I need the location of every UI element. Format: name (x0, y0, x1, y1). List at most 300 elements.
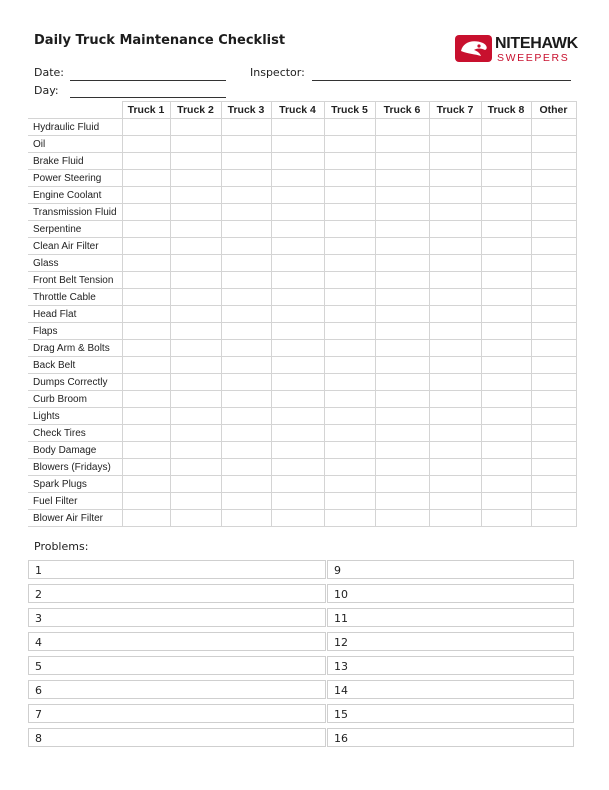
check-cell[interactable] (271, 119, 324, 136)
table-row (28, 306, 576, 323)
table-row (28, 374, 576, 391)
inspector-field[interactable] (312, 80, 571, 81)
check-cell[interactable] (429, 272, 481, 289)
checklist-item-label: Serpentine (28, 221, 122, 238)
check-cell[interactable] (170, 425, 221, 442)
problem-field[interactable]: 12 (327, 632, 574, 651)
check-cell[interactable] (375, 340, 429, 357)
check-cell[interactable] (375, 391, 429, 408)
problem-field[interactable]: 7 (28, 704, 326, 723)
check-cell[interactable] (221, 374, 271, 391)
check-cell[interactable] (375, 204, 429, 221)
check-cell[interactable] (429, 459, 481, 476)
check-cell[interactable] (122, 374, 170, 391)
table-row (28, 289, 576, 306)
check-cell[interactable] (375, 289, 429, 306)
problem-field[interactable]: 5 (28, 656, 326, 675)
column-header: Truck 6 (375, 102, 429, 119)
check-cell[interactable] (481, 357, 531, 374)
problem-field[interactable]: 15 (327, 704, 574, 723)
check-cell[interactable] (221, 476, 271, 493)
check-cell[interactable] (170, 340, 221, 357)
check-cell[interactable] (271, 374, 324, 391)
check-cell[interactable] (324, 510, 375, 527)
table-row (28, 459, 576, 476)
check-cell[interactable] (170, 357, 221, 374)
check-cell[interactable] (531, 238, 576, 255)
check-cell[interactable] (324, 119, 375, 136)
check-cell[interactable] (122, 442, 170, 459)
check-cell[interactable] (375, 255, 429, 272)
check-cell[interactable] (531, 442, 576, 459)
check-cell[interactable] (170, 272, 221, 289)
check-cell[interactable] (481, 238, 531, 255)
check-cell[interactable] (375, 374, 429, 391)
check-cell[interactable] (429, 204, 481, 221)
check-cell[interactable] (221, 136, 271, 153)
check-cell[interactable] (531, 374, 576, 391)
check-cell[interactable] (324, 357, 375, 374)
check-cell[interactable] (429, 442, 481, 459)
brand-logo (455, 35, 578, 64)
table-row (28, 510, 576, 527)
check-cell[interactable] (170, 136, 221, 153)
brand-name: NITEHAWK (495, 35, 578, 52)
inspector-label: Inspector: (250, 66, 305, 79)
check-cell[interactable] (375, 425, 429, 442)
check-cell[interactable] (375, 119, 429, 136)
check-cell[interactable] (271, 391, 324, 408)
check-cell[interactable] (221, 459, 271, 476)
check-cell[interactable] (170, 374, 221, 391)
check-cell[interactable] (429, 136, 481, 153)
check-cell[interactable] (324, 238, 375, 255)
check-cell[interactable] (481, 170, 531, 187)
check-cell[interactable] (481, 323, 531, 340)
date-field[interactable] (70, 80, 226, 81)
checklist-item-label: Oil (28, 136, 122, 153)
check-cell[interactable] (429, 357, 481, 374)
checklist-item-label: Body Damage (28, 442, 122, 459)
check-cell[interactable] (271, 272, 324, 289)
check-cell[interactable] (271, 357, 324, 374)
check-cell[interactable] (122, 323, 170, 340)
checklist-item-label: Power Steering (28, 170, 122, 187)
column-header: Truck 2 (170, 102, 221, 119)
check-cell[interactable] (375, 510, 429, 527)
check-cell[interactable] (429, 493, 481, 510)
check-cell[interactable] (429, 289, 481, 306)
check-cell[interactable] (481, 459, 531, 476)
hawk-head-logo-icon (455, 35, 492, 62)
check-cell[interactable] (375, 476, 429, 493)
check-cell[interactable] (429, 153, 481, 170)
check-cell[interactable] (271, 425, 324, 442)
check-cell[interactable] (271, 459, 324, 476)
check-cell[interactable] (122, 221, 170, 238)
check-cell[interactable] (531, 408, 576, 425)
column-header: Other (531, 102, 576, 119)
check-cell[interactable] (122, 391, 170, 408)
check-cell[interactable] (531, 306, 576, 323)
check-cell[interactable] (221, 442, 271, 459)
check-cell[interactable] (122, 170, 170, 187)
check-cell[interactable] (221, 425, 271, 442)
check-cell[interactable] (324, 170, 375, 187)
check-cell[interactable] (122, 493, 170, 510)
check-cell[interactable] (531, 476, 576, 493)
check-cell[interactable] (375, 136, 429, 153)
check-cell[interactable] (221, 306, 271, 323)
check-cell[interactable] (271, 187, 324, 204)
checklist-item-label: Engine Coolant (28, 187, 122, 204)
check-cell[interactable] (531, 136, 576, 153)
table-row (28, 493, 576, 510)
check-cell[interactable] (271, 323, 324, 340)
check-cell[interactable] (481, 510, 531, 527)
check-cell[interactable] (324, 136, 375, 153)
check-cell[interactable] (324, 391, 375, 408)
check-cell[interactable] (481, 153, 531, 170)
check-cell[interactable] (221, 272, 271, 289)
table-row (28, 340, 576, 357)
check-cell[interactable] (271, 238, 324, 255)
check-cell[interactable] (481, 255, 531, 272)
table-row (28, 204, 576, 221)
table-row (28, 357, 576, 374)
column-header: Truck 1 (122, 102, 170, 119)
check-cell[interactable] (271, 255, 324, 272)
check-cell[interactable] (375, 442, 429, 459)
check-cell[interactable] (429, 187, 481, 204)
check-cell[interactable] (375, 306, 429, 323)
check-cell[interactable] (221, 510, 271, 527)
check-cell[interactable] (481, 221, 531, 238)
check-cell[interactable] (271, 476, 324, 493)
problem-field[interactable]: 10 (327, 584, 574, 603)
table-row (28, 170, 576, 187)
check-cell[interactable] (122, 459, 170, 476)
check-cell[interactable] (170, 493, 221, 510)
check-cell[interactable] (531, 323, 576, 340)
check-cell[interactable] (481, 442, 531, 459)
check-cell[interactable] (375, 238, 429, 255)
check-cell[interactable] (531, 391, 576, 408)
check-cell[interactable] (481, 408, 531, 425)
table-row (28, 442, 576, 459)
check-cell[interactable] (170, 255, 221, 272)
check-cell[interactable] (481, 340, 531, 357)
check-cell[interactable] (324, 289, 375, 306)
check-cell[interactable] (122, 272, 170, 289)
check-cell[interactable] (170, 323, 221, 340)
table-row (28, 476, 576, 493)
problem-field[interactable]: 13 (327, 656, 574, 675)
checklist-item-label: Drag Arm & Bolts (28, 340, 122, 357)
check-cell[interactable] (531, 187, 576, 204)
check-cell[interactable] (531, 357, 576, 374)
problem-field[interactable]: 3 (28, 608, 326, 627)
check-cell[interactable] (429, 323, 481, 340)
check-cell[interactable] (324, 323, 375, 340)
check-cell[interactable] (481, 476, 531, 493)
table-row (28, 238, 576, 255)
check-cell[interactable] (375, 170, 429, 187)
check-cell[interactable] (221, 187, 271, 204)
check-cell[interactable] (122, 238, 170, 255)
check-cell[interactable] (221, 238, 271, 255)
problem-field[interactable]: 14 (327, 680, 574, 699)
header-blank-cell (28, 102, 122, 119)
check-cell[interactable] (221, 255, 271, 272)
check-cell[interactable] (170, 221, 221, 238)
table-row (28, 408, 576, 425)
check-cell[interactable] (271, 493, 324, 510)
check-cell[interactable] (324, 442, 375, 459)
check-cell[interactable] (271, 340, 324, 357)
check-cell[interactable] (122, 340, 170, 357)
check-cell[interactable] (324, 425, 375, 442)
check-cell[interactable] (531, 204, 576, 221)
check-cell[interactable] (122, 476, 170, 493)
checklist-item-label: Dumps Correctly (28, 374, 122, 391)
check-cell[interactable] (481, 136, 531, 153)
check-cell[interactable] (481, 374, 531, 391)
check-cell[interactable] (221, 170, 271, 187)
check-cell[interactable] (122, 153, 170, 170)
checklist-item-label: Flaps (28, 323, 122, 340)
check-cell[interactable] (324, 255, 375, 272)
check-cell[interactable] (122, 425, 170, 442)
problem-field[interactable]: 16 (327, 728, 574, 747)
table-header-row (28, 102, 576, 119)
table-row (28, 119, 576, 136)
checklist-table (28, 101, 577, 527)
check-cell[interactable] (531, 119, 576, 136)
checklist-item-label: Brake Fluid (28, 153, 122, 170)
checklist-item-label: Curb Broom (28, 391, 122, 408)
check-cell[interactable] (531, 459, 576, 476)
check-cell[interactable] (122, 187, 170, 204)
check-cell[interactable] (481, 493, 531, 510)
column-header: Truck 4 (271, 102, 324, 119)
check-cell[interactable] (481, 204, 531, 221)
problem-field[interactable]: 6 (28, 680, 326, 699)
checklist-item-label: Transmission Fluid (28, 204, 122, 221)
problem-field[interactable]: 2 (28, 584, 326, 603)
check-cell[interactable] (481, 272, 531, 289)
check-cell[interactable] (429, 408, 481, 425)
check-cell[interactable] (429, 238, 481, 255)
table-row (28, 153, 576, 170)
check-cell[interactable] (375, 493, 429, 510)
check-cell[interactable] (221, 221, 271, 238)
table-row (28, 272, 576, 289)
check-cell[interactable] (531, 272, 576, 289)
check-cell[interactable] (429, 221, 481, 238)
check-cell[interactable] (531, 510, 576, 527)
check-cell[interactable] (429, 391, 481, 408)
check-cell[interactable] (375, 408, 429, 425)
check-cell[interactable] (122, 357, 170, 374)
check-cell[interactable] (324, 306, 375, 323)
check-cell[interactable] (324, 374, 375, 391)
check-cell[interactable] (481, 119, 531, 136)
day-label: Day: (34, 84, 59, 97)
check-cell[interactable] (170, 289, 221, 306)
check-cell[interactable] (531, 289, 576, 306)
check-cell[interactable] (221, 323, 271, 340)
check-cell[interactable] (170, 306, 221, 323)
check-cell[interactable] (481, 306, 531, 323)
check-cell[interactable] (429, 119, 481, 136)
check-cell[interactable] (481, 391, 531, 408)
check-cell[interactable] (531, 153, 576, 170)
check-cell[interactable] (122, 119, 170, 136)
check-cell[interactable] (221, 119, 271, 136)
check-cell[interactable] (221, 493, 271, 510)
checklist-item-label: Lights (28, 408, 122, 425)
check-cell[interactable] (221, 408, 271, 425)
day-field[interactable] (70, 97, 226, 98)
checklist-item-label: Blowers (Fridays) (28, 459, 122, 476)
check-cell[interactable] (170, 204, 221, 221)
check-cell[interactable] (375, 323, 429, 340)
column-header: Truck 5 (324, 102, 375, 119)
check-cell[interactable] (429, 306, 481, 323)
checklist-item-label: Throttle Cable (28, 289, 122, 306)
check-cell[interactable] (271, 136, 324, 153)
check-cell[interactable] (324, 272, 375, 289)
check-cell[interactable] (170, 391, 221, 408)
check-cell[interactable] (271, 442, 324, 459)
check-cell[interactable] (531, 170, 576, 187)
check-cell[interactable] (324, 187, 375, 204)
check-cell[interactable] (221, 357, 271, 374)
check-cell[interactable] (429, 170, 481, 187)
check-cell[interactable] (170, 238, 221, 255)
check-cell[interactable] (531, 493, 576, 510)
check-cell[interactable] (429, 425, 481, 442)
check-cell[interactable] (122, 510, 170, 527)
check-cell[interactable] (375, 187, 429, 204)
problem-field[interactable]: 9 (327, 560, 574, 579)
check-cell[interactable] (375, 153, 429, 170)
check-cell[interactable] (324, 459, 375, 476)
table-row (28, 187, 576, 204)
check-cell[interactable] (122, 204, 170, 221)
check-cell[interactable] (481, 289, 531, 306)
check-cell[interactable] (531, 340, 576, 357)
check-cell[interactable] (271, 153, 324, 170)
check-cell[interactable] (324, 340, 375, 357)
checklist-item-label: Fuel Filter (28, 493, 122, 510)
check-cell[interactable] (429, 340, 481, 357)
checklist-item-label: Front Belt Tension (28, 272, 122, 289)
check-cell[interactable] (170, 153, 221, 170)
check-cell[interactable] (324, 408, 375, 425)
check-cell[interactable] (122, 306, 170, 323)
check-cell[interactable] (170, 459, 221, 476)
checklist-item-label: Clean Air Filter (28, 238, 122, 255)
check-cell[interactable] (481, 425, 531, 442)
check-cell[interactable] (375, 272, 429, 289)
problem-field[interactable]: 1 (28, 560, 326, 579)
check-cell[interactable] (324, 153, 375, 170)
check-cell[interactable] (122, 255, 170, 272)
check-cell[interactable] (375, 221, 429, 238)
check-cell[interactable] (531, 221, 576, 238)
check-cell[interactable] (271, 221, 324, 238)
table-row (28, 255, 576, 272)
check-cell[interactable] (271, 204, 324, 221)
check-cell[interactable] (375, 459, 429, 476)
check-cell[interactable] (221, 204, 271, 221)
checklist-item-label: Check Tires (28, 425, 122, 442)
column-header: Truck 3 (221, 102, 271, 119)
check-cell[interactable] (170, 510, 221, 527)
check-cell[interactable] (170, 170, 221, 187)
checklist-item-label: Glass (28, 255, 122, 272)
checklist-item-label: Head Flat (28, 306, 122, 323)
check-cell[interactable] (324, 493, 375, 510)
check-cell[interactable] (271, 408, 324, 425)
check-cell[interactable] (271, 170, 324, 187)
check-cell[interactable] (170, 408, 221, 425)
table-row (28, 136, 576, 153)
checklist-item-label: Spark Plugs (28, 476, 122, 493)
check-cell[interactable] (531, 255, 576, 272)
check-cell[interactable] (170, 442, 221, 459)
check-cell[interactable] (481, 187, 531, 204)
check-cell[interactable] (324, 476, 375, 493)
check-cell[interactable] (221, 153, 271, 170)
page-title: Daily Truck Maintenance Checklist (34, 33, 286, 48)
brand-subtitle: SWEEPERS (497, 52, 570, 64)
check-cell[interactable] (429, 476, 481, 493)
table-row (28, 425, 576, 442)
check-cell[interactable] (531, 425, 576, 442)
check-cell[interactable] (375, 357, 429, 374)
table-row (28, 323, 576, 340)
problem-field[interactable]: 11 (327, 608, 574, 627)
problem-field[interactable]: 4 (28, 632, 326, 651)
date-label: Date: (34, 66, 64, 79)
problem-field[interactable]: 8 (28, 728, 326, 747)
checklist-item-label: Hydraulic Fluid (28, 119, 122, 136)
table-row (28, 391, 576, 408)
check-cell[interactable] (429, 255, 481, 272)
check-cell[interactable] (221, 289, 271, 306)
check-cell[interactable] (122, 408, 170, 425)
column-header: Truck 7 (429, 102, 481, 119)
check-cell[interactable] (324, 221, 375, 238)
check-cell[interactable] (221, 391, 271, 408)
check-cell[interactable] (122, 136, 170, 153)
check-cell[interactable] (170, 476, 221, 493)
check-cell[interactable] (170, 119, 221, 136)
check-cell[interactable] (170, 187, 221, 204)
check-cell[interactable] (271, 510, 324, 527)
column-header: Truck 8 (481, 102, 531, 119)
check-cell[interactable] (429, 510, 481, 527)
check-cell[interactable] (324, 204, 375, 221)
check-cell[interactable] (271, 306, 324, 323)
check-cell[interactable] (271, 289, 324, 306)
check-cell[interactable] (429, 374, 481, 391)
check-cell[interactable] (221, 340, 271, 357)
check-cell[interactable] (122, 289, 170, 306)
